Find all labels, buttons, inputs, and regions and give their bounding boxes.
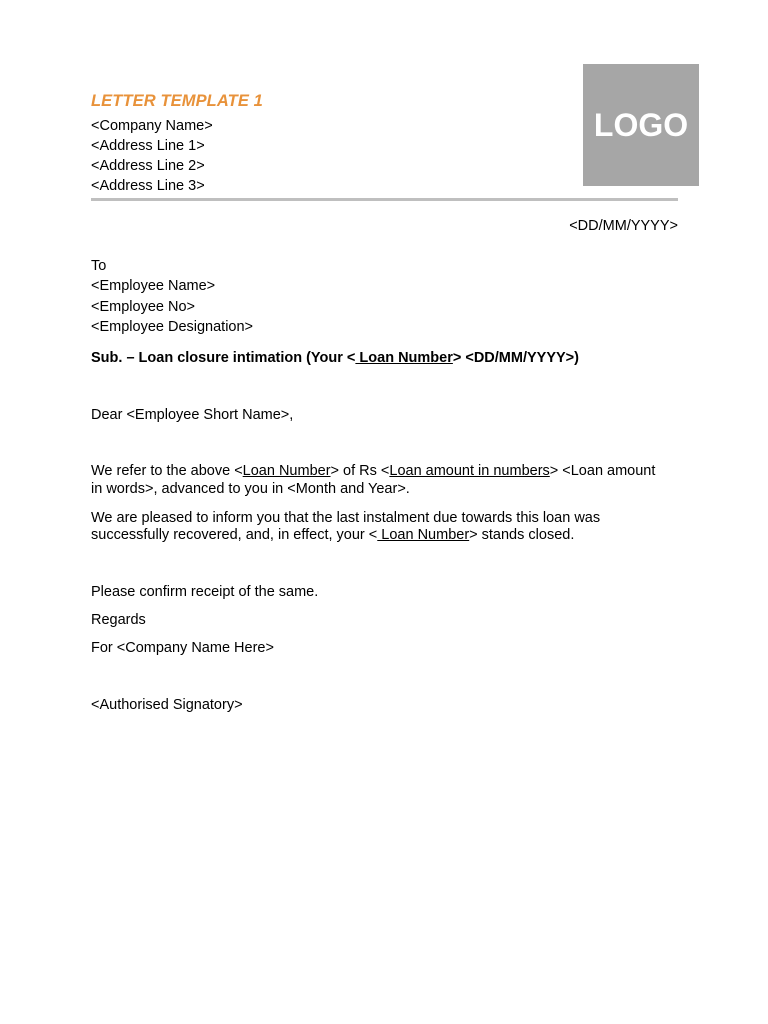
for-company: For <Company Name Here> [91,640,274,656]
para2-text-b: > stands closed. [469,527,575,543]
subject-suffix: > <DD/MM/YYYY>) [452,350,579,366]
letter-title: LETTER TEMPLATE 1 [91,92,263,110]
subject-prefix: Sub. – Loan closure intimation (Your < [91,350,356,366]
authorised-signatory: <Authorised Signatory> [91,697,243,713]
address-line-3: <Address Line 3> [91,178,205,194]
letter-date: <DD/MM/YYYY> [569,218,678,234]
paragraph-1-line-2: in words>, advanced to you in <Month and Year>. [91,481,410,497]
subject-loan-number: Loan Number [355,350,453,366]
para1-loan-amount: Loan amount in numbers [389,463,550,479]
address-line-2: <Address Line 2> [91,158,205,174]
paragraph-2-line-1: We are pleased to inform you that the last instalment due towards this loan was [91,510,601,526]
paragraph-2-line-2 [91,525,574,545]
salutation: Dear <Employee Short Name>, [91,407,294,423]
employee-designation: <Employee Designation> [91,319,254,335]
para1-text-b: > of Rs < [330,463,390,479]
logo-text: LOGO [593,106,689,143]
employee-no: <Employee No> [91,299,195,315]
logo-placeholder [583,64,699,186]
address-line-1: <Address Line 1> [91,138,205,154]
header-divider [91,198,678,201]
paragraph-1-line-1 [91,461,655,481]
para2-loan-number: Loan Number [377,527,470,543]
para2-text-a: successfully recovered, and, in effect, your < [91,527,378,543]
regards: Regards [91,612,146,628]
para1-text-a: We refer to the above < [91,463,243,479]
subject-line [91,348,579,368]
para1-text-c: > <Loan amount [549,463,656,479]
para1-loan-number: Loan Number [242,463,331,479]
company-name: <Company Name> [91,118,213,134]
employee-name: <Employee Name> [91,278,216,294]
recipient-to: To [91,258,107,274]
confirm-receipt: Please confirm receipt of the same. [91,584,319,600]
